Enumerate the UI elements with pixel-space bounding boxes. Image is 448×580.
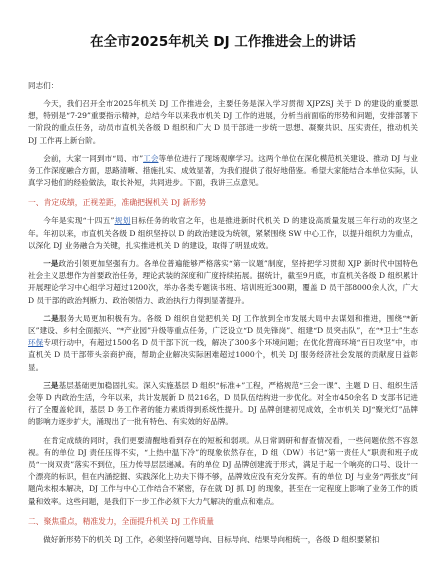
environment-link[interactable]: 环保 — [28, 338, 44, 348]
shortcomings-paragraph: 在肯定成绩的同时，我们更要清醒地看到存在的短板和弱项。从日常调研和督查情况看，一些问题依然不容忽视。有的单位 DJ 责任压得不实，“上热中温下冷”的现象依然存在，D 组（DW）书记“第一责任人”职责和班子成员“一岗双责”落实不到位，压力传导层层递减。有的单位 DJ 品牌创建流于形式，满足于起一个响亮的口号、设计一个漂亮的标识，但在内涵挖掘、实践深化上功夫下得不够，品牌效应没有充分发挥。有的单位 DJ 与业务“两张皮”问题尚未根本解决，DJ 工作与中心工作结合不紧密，存在就 DJ 抓 DJ 的现象，甚至在一定程度上影响了业务工作的质量和效率。这些问题，是我们下一步工作必须下大力气解决的重点和难点。 — [28, 435, 418, 506]
point-2-text-a: 服务大局更加积极有为。各级 D 组织自觉把机关 DJ 工作放到全市发展大局中去谋划和推进，围绕“*新区”建设、乡村全面振兴、“*产业园”升级等重点任务，广泛设立“D 员先锋岗”、组建“D 员突击队”，在“*卫士”生态 — [28, 313, 418, 336]
point-3-paragraph — [28, 380, 418, 429]
section-heading-2: 二、聚焦重点，精准发力，全面提升机关 DJ 工作质量 — [28, 516, 214, 526]
document-title: 在全市2025年机关 DJ 工作推进会上的讲话 — [90, 34, 356, 50]
intro-paragraph-1-text: 今天，我们召开全市2025年机关 DJ 工作推进会，主要任务是深入学习贯彻 XJPZSJ 关于 D 的建设的重要思想，特别是“7·29”重要指示精神，总结今年以来我市机关 DJ 工作的进展，分析当前面临的形势和问题，安排部署下一阶段的重点任务，动员市直机关各级 D 组织和广大 D 员干部进一步统一思想、凝聚共识、压实责任，推动机关 DJ 工作再上新台阶。 — [28, 99, 418, 145]
intro-paragraph-2-text-a: 会前，大家一同到市“局、市” — [43, 153, 144, 163]
intro-paragraph-2 — [28, 153, 418, 190]
point-2-text-b: 专项行动中，有超过1500名 D 员干部下沉一线，解决了300多个环境问题；在优化营商环境“百日攻坚”中，市直机关 D 员干部带头亲商护商，帮助企业解决实际困难超过1000个，机关 DJ 服务经济社会发展的贡献度日益彰显。 — [28, 338, 418, 372]
section-1-paragraph-1 — [28, 215, 418, 252]
section-heading-1: 一、肯定成绩，正视差距，准确把握机关 DJ 新形势 — [28, 198, 207, 208]
point-3-text: 基层基础更加稳固扎实。深入实施基层 D 组织“标准+”工程，严格规范“三会一课”、主题 D 日、组织生活会等 D 内政治生活，今年以来，共计发展新 D 员216名，D 员队伍结构进一步优化。对全市450余名 D 支部书记进行了全覆盖轮训，基层 D 务工作者的能力素质得到系统性提升。DJ 品牌创建初见成效，全市机关 DJ“聚光灯”品牌的影响力逐步扩大，涌现出了一批有特色、有实效的好品牌。 — [28, 380, 419, 427]
section-1-paragraph-1-text-a: 今年是实现“十四五” — [43, 216, 115, 226]
intro-paragraph-2-text-b: 等单位进行了现场观摩学习。这两个单位在深化模范机关建设、推动 DJ 与业务工作深度融合方面，思路清晰、措施扎实、成效显著，为我们提供了很好地借鉴。希望大家能结合本单位实际，认真学习他们的经验做法，取长补短，共同进步。下面，我讲三点意见。 — [28, 153, 418, 188]
point-1-paragraph — [28, 258, 418, 307]
salutation: 同志们： — [28, 81, 59, 90]
section-1-paragraph-1-text-b: 目标任务的收官之年，也是推进新时代机关 D 的建设高质量发展三年行动的攻坚之年。年初以来，市直机关各级 D 组织坚持以 D 的政治建设为统领，紧紧围绕 SW 中心工作，以提升组织力为重点，以深化 DJ 业务融合为关键，扎实推进机关 D 的建设，取得了明显成效。 — [28, 216, 418, 250]
intro-paragraph-1 — [28, 98, 418, 147]
trade-union-link[interactable]: 工会 — [143, 153, 159, 163]
point-1-text: 政治引领更加坚强有力。各单位普遍能够严格落实“第一议题”制度，坚持把学习贯彻 XJP 新时代中国特色社会主义思想作为首要政治任务，理论武装的深度和广度持续拓展。据统计，截至9月底，市直机关各级 D 组织累计开展理论学习中心组学习超过1200次，举办各类专题读书班、培训班近300期，覆盖 D 员干部8000余人次，广大 D 员干部的政治判断力、政治领悟力、政治执行力得到显著提升。 — [28, 259, 418, 305]
plan-link[interactable]: 规划 — [114, 216, 131, 226]
section-2-paragraph-1: 做好新形势下的机关 DJ 工作，必须坚持问题导向、目标导向、结果导向相统一，各级 D 组织要紧扣 — [43, 534, 380, 544]
point-2-lead: 二是 — [43, 313, 60, 323]
point-1-lead: 一是 — [43, 259, 59, 269]
point-3-lead: 三是 — [43, 380, 59, 390]
point-2-paragraph — [28, 313, 418, 374]
